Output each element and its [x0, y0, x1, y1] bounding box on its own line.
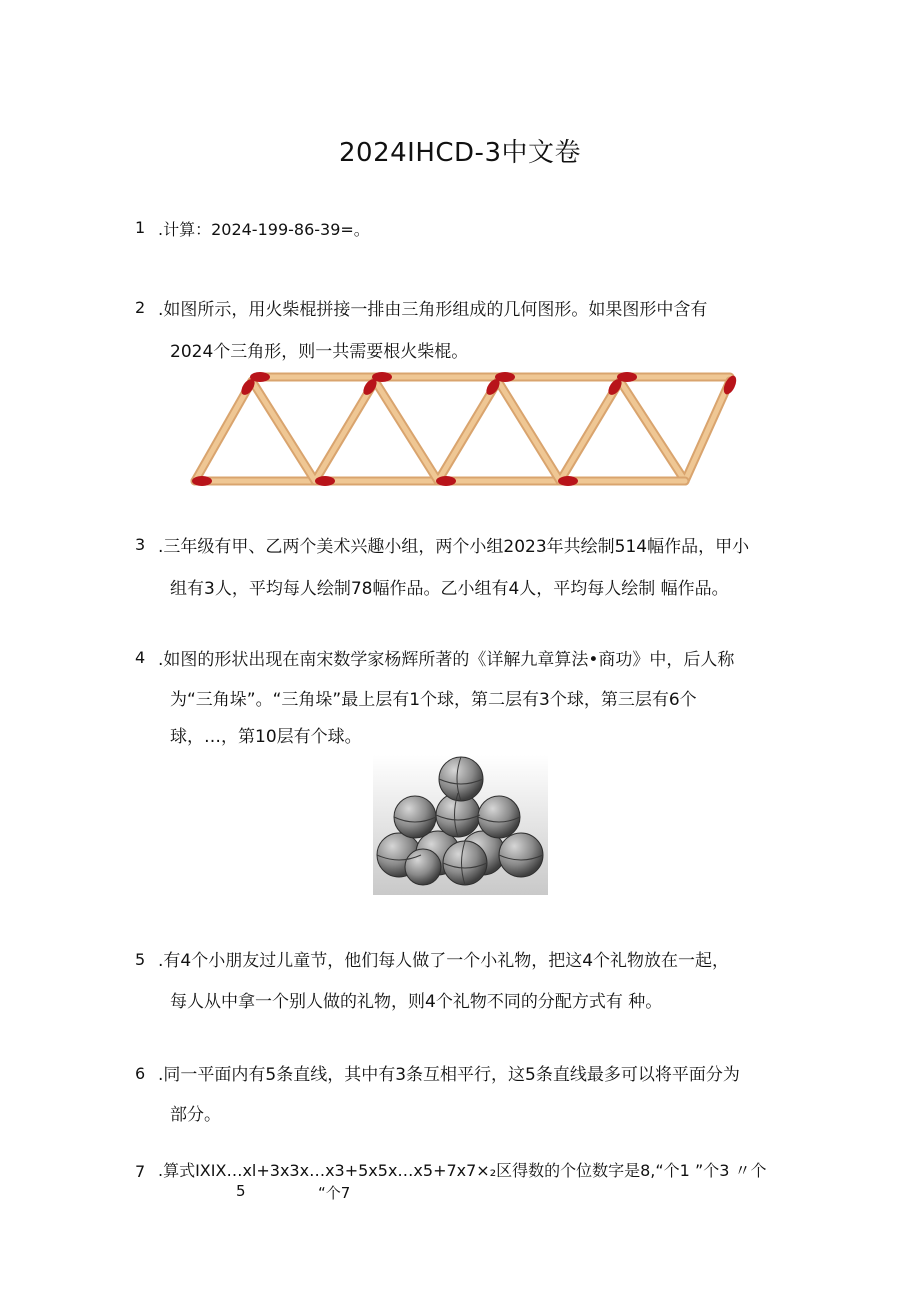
question-6-line-1: .同一平面内有5条直线，其中有3条互相平行，这5条直线最多可以将平面分为 — [158, 1065, 740, 1085]
question-number-3: 3 — [135, 535, 146, 554]
question-7-subscript-5: 5 — [236, 1182, 246, 1200]
question-7-subscript-7: “个7 — [318, 1184, 351, 1202]
basketball-stack-figure — [373, 755, 548, 895]
question-4-line-3: 球，…，第10层有个球。 — [170, 727, 362, 747]
question-number-2: 2 — [135, 298, 146, 317]
question-6-line-2: 部分。 — [170, 1105, 221, 1125]
question-7-line-1: .算式IXIX…xl+3x3x…x3+5x5x…x5+7x7×₂区得数的个位数字是8,“个1 ”个3 〃个 — [158, 1161, 767, 1180]
page-title: 2024IHCD-3中文卷 — [339, 138, 581, 168]
question-1-text: .计算：2024-199-86-39=。 — [158, 220, 370, 239]
question-3-line-2: 组有3人，平均每人绘制78幅作品。乙小组有4人，平均每人绘制 幅作品。 — [170, 579, 729, 599]
question-number-4: 4 — [135, 648, 146, 667]
question-2-line-2: 2024个三角形，则一共需要根火柴棍。 — [170, 342, 469, 362]
matchstick-figure — [180, 365, 750, 495]
question-5-line-1: .有4个小朋友过儿童节，他们每人做了一个小礼物，把这4个礼物放在一起， — [158, 951, 730, 971]
question-number-5: 5 — [135, 950, 146, 969]
question-number-7: 7 — [135, 1162, 146, 1181]
question-2-line-1: .如图所示，用火柴棍拼接一排由三角形组成的几何图形。如果图形中含有 — [158, 300, 708, 320]
question-4-line-2: 为“三角垛”。“三角垛”最上层有1个球，第二层有3个球，第三层有6个 — [170, 690, 697, 710]
question-4-line-1: .如图的形状出现在南宋数学家杨辉所著的《详解九章算法•商功》中，后人称 — [158, 650, 735, 670]
question-number-1: 1 — [135, 218, 146, 237]
question-5-line-2: 每人从中拿一个别人做的礼物，则4个礼物不同的分配方式有 种。 — [170, 992, 663, 1012]
question-3-line-1: .三年级有甲、乙两个美术兴趣小组，两个小组2023年共绘制514幅作品，甲小 — [158, 537, 750, 557]
question-number-6: 6 — [135, 1064, 146, 1083]
